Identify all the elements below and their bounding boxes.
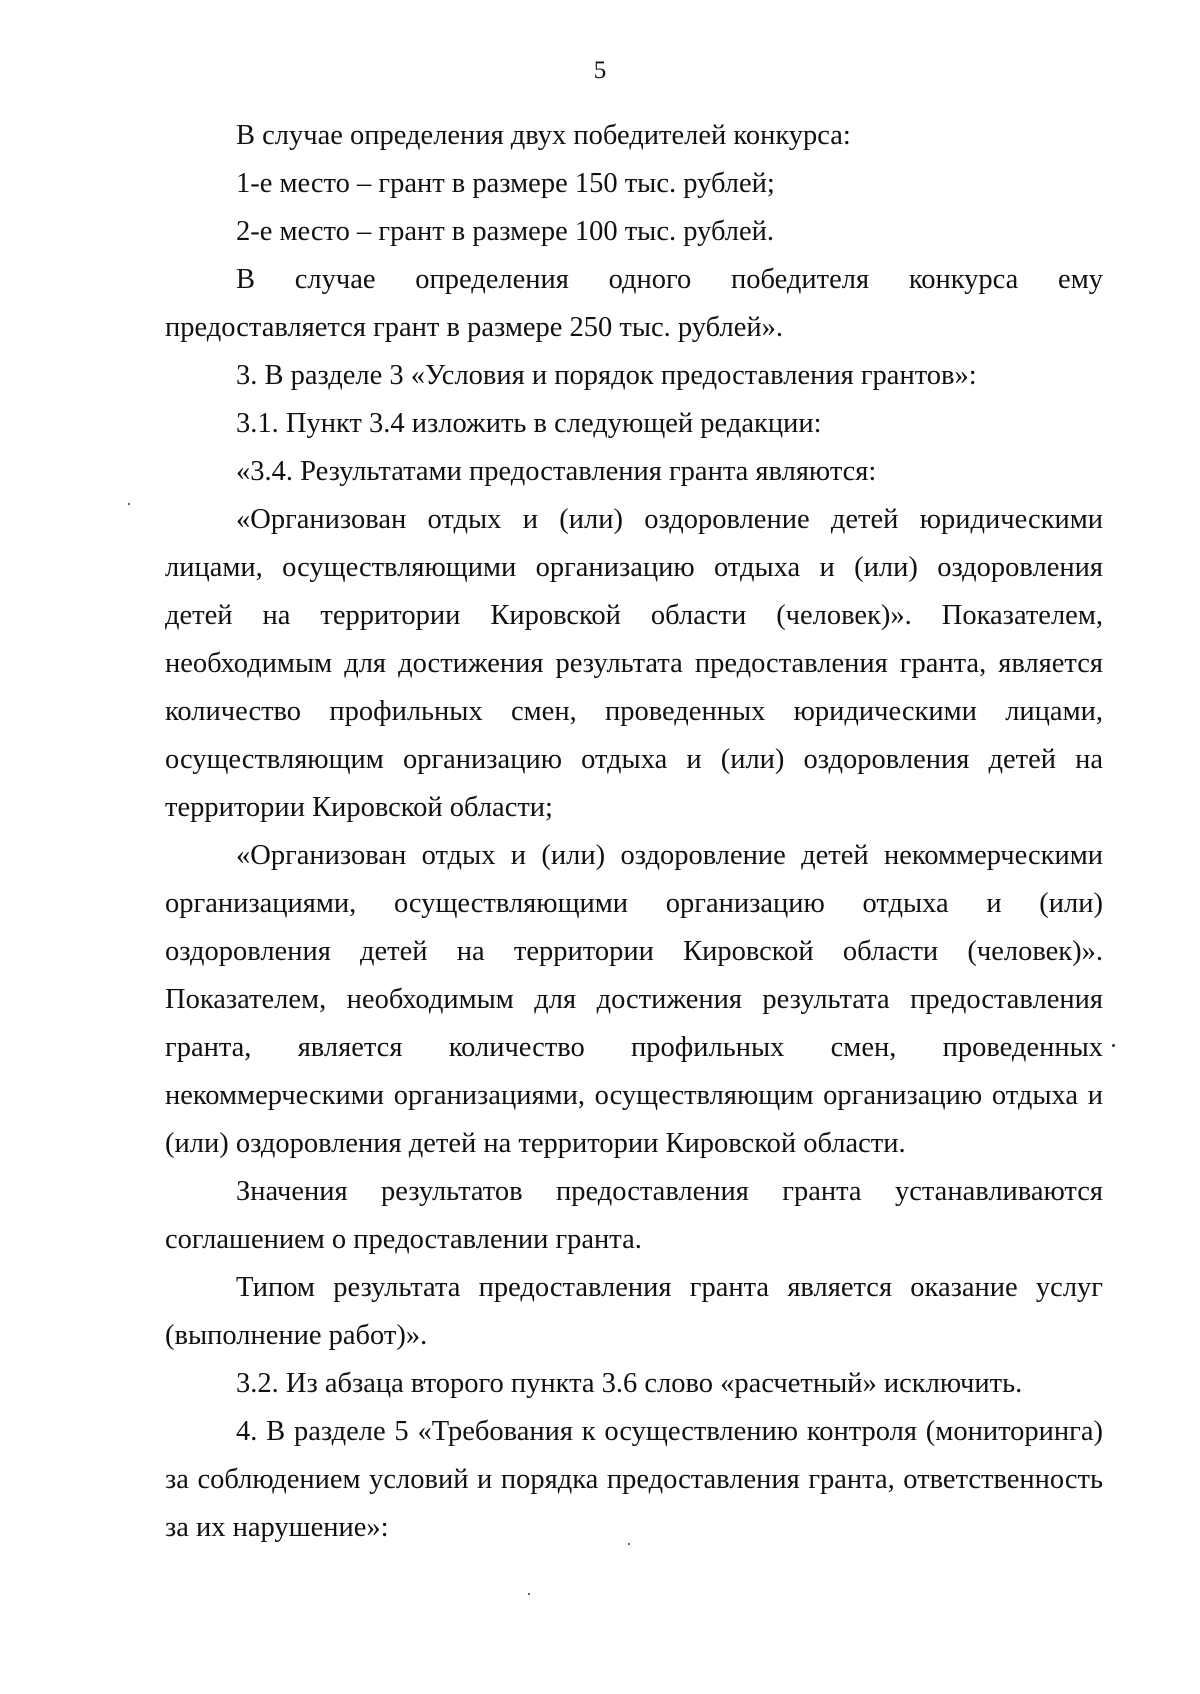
scan-speck <box>128 503 130 505</box>
scan-speck <box>628 1543 630 1545</box>
paragraph: 3. В разделе 3 «Условия и порядок предоставления грантов»: <box>236 360 977 391</box>
paragraph: Значения результатов предоставления гранта устанавливаются соглашением о предоставлении гранта. <box>165 1176 1103 1255</box>
paragraph: «Организован отдых и (или) оздоровление детей юридическими лицами, осуществляющими организацию отдыха и (или) оздоровления детей на территории Кировской области (человек)». Показателем, необходимым для достижения результата предоставления гранта, является количество профильных смен, проведенных юридическими лицами, осуществляющим организацию отдыха и (или) оздоровления детей на территории Кировской области; <box>165 504 1103 823</box>
paragraph: В случае определения одного победителя конкурса ему предоставляется грант в размере 250 тыс. рублей». <box>165 264 1103 343</box>
paragraph: «Организован отдых и (или) оздоровление детей некоммерческими организациями, осуществляющими организацию отдыха и (или) оздоровления детей на территории Кировской области (человек)». Показателем, необходимым для достижения результата предоставления гранта, является количество профильных смен, проведенных некоммерческими организациями, осуществляющим организацию отдыха и (или) оздоровления детей на территории Кировской области. <box>165 840 1103 1159</box>
paragraph: Типом результата предоставления гранта является оказание услуг (выполнение работ)». <box>165 1272 1103 1351</box>
scan-speck <box>528 1593 530 1595</box>
paragraph: 4. В разделе 5 «Требования к осуществлению контроля (мониторинга) за соблюдением условий и порядка предоставления гранта, ответственность за их нарушение»: <box>165 1416 1103 1543</box>
paragraph: 3.1. Пункт 3.4 изложить в следующей редакции: <box>236 408 822 439</box>
paragraph: 2-е место – грант в размере 100 тыс. рублей. <box>236 216 775 247</box>
scan-speck <box>1112 1044 1115 1047</box>
paragraph: В случае определения двух победителей конкурса: <box>236 120 851 151</box>
paragraph: «3.4. Результатами предоставления гранта являются: <box>236 456 877 487</box>
document-body <box>165 112 1103 1552</box>
paragraph: 1-е место – грант в размере 150 тыс. рублей; <box>236 168 775 199</box>
page-number: 5 <box>593 57 607 84</box>
paragraph: 3.2. Из абзаца второго пункта 3.6 слово «расчетный» исключить. <box>236 1368 1023 1399</box>
